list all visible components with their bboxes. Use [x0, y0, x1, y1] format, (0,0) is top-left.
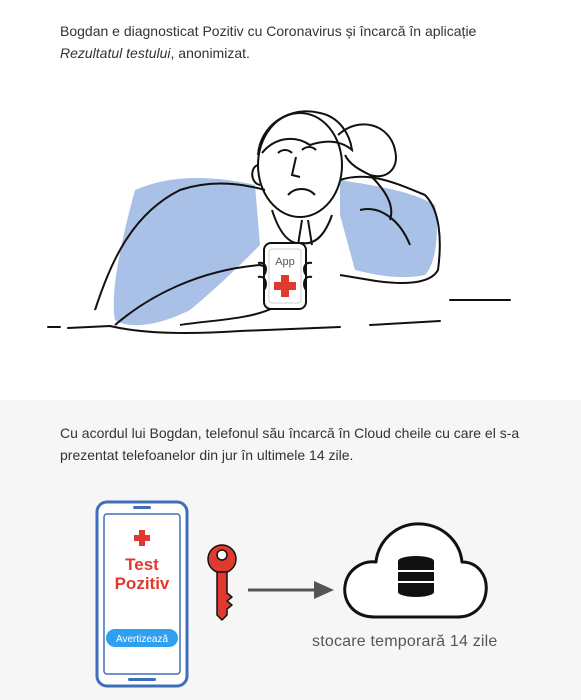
intro-text-end: , anonimizat.: [170, 45, 250, 61]
phone-home-bar: [128, 678, 156, 681]
phone-camera: [133, 506, 151, 509]
storage-caption: stocare temporară 14 zile: [312, 633, 498, 650]
database-icon: [398, 556, 434, 597]
table-line: [48, 321, 440, 333]
head-outline: [258, 113, 342, 217]
man-with-phone-illustration: [40, 95, 530, 345]
nose: [292, 157, 300, 177]
key-icon: [202, 543, 242, 623]
warn-button-label: Avertizează: [115, 634, 169, 645]
eye-left: [278, 150, 292, 153]
tie: [298, 220, 312, 245]
collar: [272, 210, 332, 243]
intro-paragraph: [60, 20, 550, 64]
intro-italic-text: Rezultatul testului: [60, 45, 171, 61]
positive-label: Pozitiv: [114, 574, 170, 593]
consent-paragraph: Cu acordul lui Bogdan, telefonul său încarcă în Cloud cheile cu care el s-a prezentat telefoanelor din jur în ultimele 14 zile.: [60, 425, 520, 463]
intro-text: Bogdan e diagnosticat Pozitiv cu Coronavirus și încarcă în aplicație: [60, 23, 477, 39]
shirt-fill-left: [114, 178, 260, 325]
eye-right: [302, 147, 316, 150]
app-label: App: [275, 256, 295, 268]
arrow-right-icon: [248, 580, 338, 600]
test-label: Test: [125, 555, 159, 574]
small-red-cross-h: [134, 535, 150, 541]
frown-mouth: [288, 189, 315, 195]
red-cross-horizontal: [274, 282, 296, 290]
cloud-storage-icon: [340, 512, 490, 632]
phone-positive-test: [95, 500, 190, 690]
